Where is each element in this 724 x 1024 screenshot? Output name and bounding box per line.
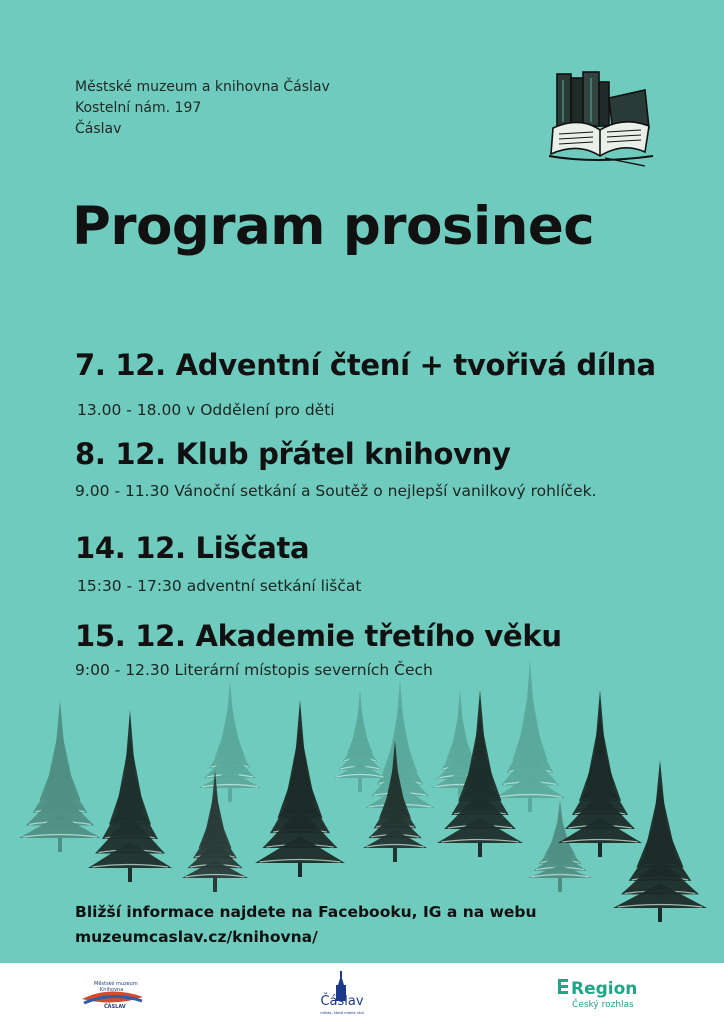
forest-illustration-icon bbox=[0, 660, 724, 930]
event-3-heading: 14. 12. Liščata bbox=[75, 531, 310, 565]
tree-7 bbox=[88, 710, 172, 882]
books-illustration-icon bbox=[545, 68, 655, 168]
event-1-detail: 13.00 - 18.00 v Oddělení pro děti bbox=[77, 401, 335, 419]
radio-logo-icon bbox=[556, 975, 656, 1015]
radio-logo-subtitle: Český rozhlas bbox=[572, 1000, 634, 1010]
tree-9 bbox=[255, 700, 345, 877]
event-1-heading: 7. 12. Adventní čtení + tvořivá dílna bbox=[75, 348, 656, 382]
address-line-street: Kostelní nám. 197 bbox=[75, 100, 202, 116]
event-4-heading: 15. 12. Akademie třetího věku bbox=[75, 619, 562, 653]
address-line-city: Čáslav bbox=[75, 121, 122, 137]
town-logo-icon bbox=[312, 969, 372, 1019]
town-logo-name: Čáslav bbox=[320, 994, 364, 1009]
library-logo-icon bbox=[80, 977, 145, 1009]
event-2-heading: 8. 12. Klub přátel knihovny bbox=[75, 437, 511, 471]
tree-13 bbox=[558, 690, 642, 857]
more-info-text: Bližší informace najdete na Facebooku, IG a na webu bbox=[75, 903, 537, 921]
library-logo-line3: ČÁSLAV bbox=[104, 1004, 126, 1009]
town-logo-tagline: město, které máme rádi bbox=[320, 1011, 364, 1015]
tree-8 bbox=[182, 770, 248, 892]
radio-logo-name: Region bbox=[571, 979, 638, 999]
library-address bbox=[75, 77, 330, 140]
library-logo-line1: Městské muzeum bbox=[94, 981, 138, 987]
tree-4 bbox=[334, 690, 386, 792]
event-3-detail: 15:30 - 17:30 adventní setkání liščat bbox=[77, 577, 362, 595]
event-4-detail: 9:00 - 12.30 Literární místopis severních Čech bbox=[75, 661, 433, 679]
tree-3 bbox=[495, 660, 565, 812]
address-line-name: Městské muzeum a knihovna Čáslav bbox=[75, 79, 330, 95]
more-info bbox=[75, 900, 537, 950]
library-logo-line2: Knihovna bbox=[100, 987, 124, 993]
more-info-url[interactable]: muzeumcaslav.cz/knihovna/ bbox=[75, 928, 318, 946]
footer-logos bbox=[0, 963, 724, 1024]
tree-2 bbox=[199, 680, 261, 802]
event-2-detail: 9.00 - 11.30 Vánoční setkání a Soutěž o nejlepší vanilkový rohlíček. bbox=[75, 482, 597, 500]
tree-6 bbox=[19, 700, 101, 852]
page-title: Program prosinec bbox=[72, 196, 595, 257]
